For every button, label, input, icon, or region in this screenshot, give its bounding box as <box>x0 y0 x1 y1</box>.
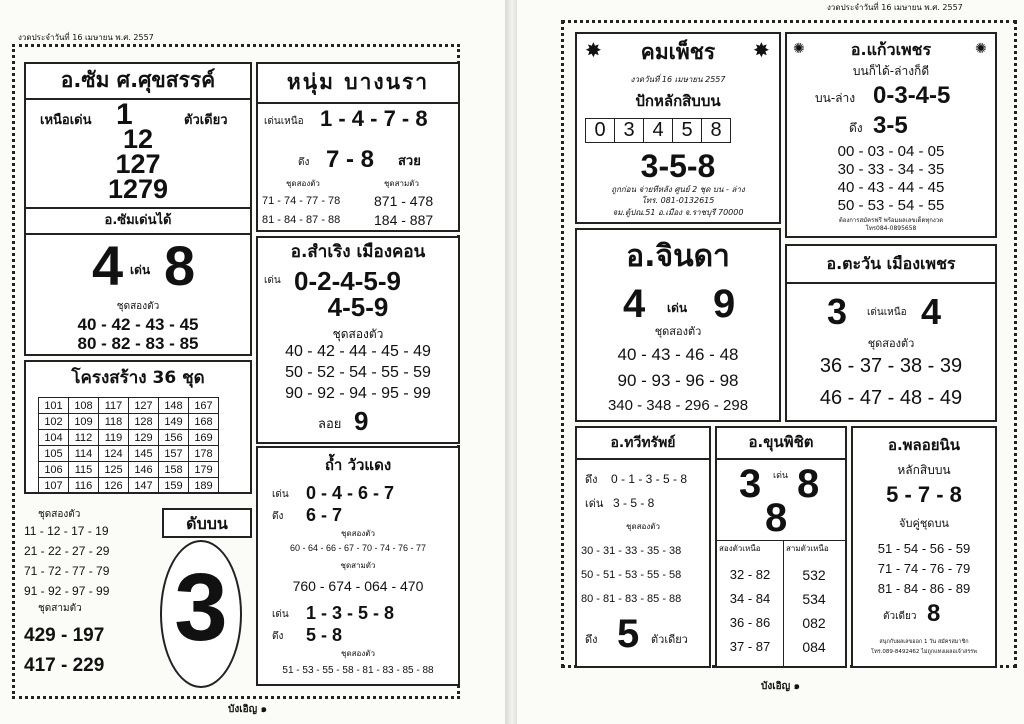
panel-title: อ.พลอยนิน <box>887 436 961 454</box>
note: ถูกก่อน จ่ายทีหลัง ศูนย์ 2 ชุด บน - ล่าง <box>611 185 745 194</box>
phone: โทร. 081-0132615 <box>641 196 715 205</box>
pair-row: 00 - 03 - 04 - 05 <box>837 143 945 160</box>
structure-row <box>39 478 219 494</box>
structure-cell: 157 <box>159 446 189 462</box>
structure-panel <box>24 360 252 494</box>
structure-cell: 168 <box>189 414 219 430</box>
structure-cell: 169 <box>189 430 219 446</box>
structure-cell: 167 <box>189 398 219 414</box>
ding-numbers: 5 - 8 <box>306 625 343 645</box>
phone: โทร084-0895658 <box>865 225 917 232</box>
ding-numbers: 7 - 8 <box>326 146 375 173</box>
two-label: ชุดสองตัว <box>341 529 375 538</box>
pair-label: ชุดสองตัว <box>116 301 160 312</box>
den-label: เด่น <box>130 263 151 277</box>
col-row: 34 - 84 <box>729 591 771 606</box>
sub-title: อ.ซัมเด่นได้ <box>104 213 172 228</box>
col-row: 32 - 82 <box>729 567 771 582</box>
structure-cell: 109 <box>69 414 99 430</box>
pair-row: 40 - 42 - 44 - 45 - 49 <box>285 343 431 360</box>
structure-cell: 129 <box>129 430 159 446</box>
structure-cell: 178 <box>189 446 219 462</box>
north-label: เด่นเหนือ <box>264 116 304 127</box>
left-page <box>0 0 507 724</box>
structure-cell: 147 <box>129 478 159 494</box>
three-row: 429 - 197 <box>24 625 105 646</box>
ding-label: ดึง <box>849 121 863 135</box>
ding-numbers: 6 - 7 <box>306 505 343 525</box>
som-panel <box>24 62 252 356</box>
two-label: ชุดสองตัว <box>38 509 81 520</box>
den-label: เด่น <box>773 471 789 481</box>
structure-row <box>39 398 219 414</box>
sub-title: บนก็ได้-ล่างก็ดี <box>852 64 930 78</box>
structure-cell: 158 <box>159 462 189 478</box>
noom-panel <box>256 62 460 232</box>
structure-cell: 104 <box>39 430 69 446</box>
single-number: 8 <box>927 600 941 627</box>
den-numbers: 0 - 4 - 6 - 7 <box>306 483 395 503</box>
digit-table <box>585 118 731 143</box>
north-label: เหนือเด่น <box>40 113 92 128</box>
den-label: เด่น <box>585 497 604 510</box>
two-label: ชุดสองตัว <box>286 179 320 188</box>
ding-numbers: 0 - 1 - 3 - 5 - 8 <box>611 472 688 486</box>
sun-icon: ✺ <box>793 41 805 57</box>
structure-cell: 156 <box>159 430 189 446</box>
three-row: 340 - 348 - 296 - 298 <box>607 397 749 414</box>
tawan-panel <box>785 244 997 422</box>
col-row: 534 <box>802 591 826 607</box>
pyramid-row: 1279 <box>107 174 169 204</box>
structure-cell: 128 <box>129 414 159 430</box>
panel-date: งวดวันที่ 16 เมษายน 2557 <box>630 75 726 84</box>
loy-number: 9 <box>354 406 369 436</box>
panel-title: อ.แก้วเพชร <box>850 40 932 59</box>
digit-cell: 4 <box>644 119 673 143</box>
panel-title: อ.ซัม ศ.ศุขสรรค์ <box>60 68 216 92</box>
structure-cell: 108 <box>69 398 99 414</box>
two-row: 91 - 92 - 97 - 99 <box>24 584 110 598</box>
page-footer: บังเอิญ ๑ <box>761 681 801 692</box>
col-row: 532 <box>802 567 826 583</box>
pair-row: 40 - 43 - 44 - 45 <box>837 179 945 196</box>
big-number: 8 <box>797 462 820 506</box>
ding-label: ดึง <box>298 157 310 168</box>
pair-row: 50 - 51 - 53 - 55 - 58 <box>581 569 682 581</box>
big-number: 8 <box>164 234 196 297</box>
structure-cell: 117 <box>99 398 129 414</box>
structure-cell: 159 <box>159 478 189 494</box>
two-row: 71 - 72 - 77 - 79 <box>24 564 110 578</box>
pair-row: 36 - 37 - 38 - 39 <box>819 355 963 377</box>
den-label: เด่น <box>272 489 289 500</box>
two-row: 71 - 74 - 77 - 78 <box>262 195 341 207</box>
pair-row: 90 - 93 - 96 - 98 <box>617 371 739 390</box>
ding-label: ดึง <box>585 633 598 646</box>
pair-row: 46 - 47 - 48 - 49 <box>819 387 963 409</box>
single-label: ตัวเดียว <box>184 113 228 128</box>
pair-row: 30 - 31 - 33 - 35 - 38 <box>581 545 682 557</box>
three-row: 760 - 674 - 064 - 470 <box>292 578 424 594</box>
three-row: 184 - 887 <box>374 212 434 228</box>
note: สนุกกับผลเลขออก 1 วัน สมัครสมาชิก <box>879 639 969 645</box>
ploy-panel <box>851 426 997 668</box>
structure-row <box>39 414 219 430</box>
big-number: 3 <box>827 291 848 332</box>
single-label: ตัวเดียว <box>651 633 688 646</box>
pair-row: 40 - 42 - 43 - 45 <box>77 315 199 334</box>
den-label: เด่น <box>264 275 281 286</box>
samreng-panel <box>256 236 460 444</box>
structure-title: โครงสร้าง 36 ชุด <box>71 368 205 388</box>
big-number: 4 <box>623 282 646 326</box>
three-row: 871 - 478 <box>374 193 434 209</box>
bl-label: บน-ล่าง <box>815 91 856 105</box>
three-label: ชุดสามตัว <box>38 603 82 614</box>
north-numbers: 1 - 4 - 7 - 8 <box>320 106 428 131</box>
structure-row <box>39 446 219 462</box>
two-row: 11 - 12 - 17 - 19 <box>24 524 109 538</box>
ding-number: 5 <box>617 612 640 656</box>
structure-cell: 118 <box>99 414 129 430</box>
pair-label: ชุดสองตัว <box>332 327 384 341</box>
dub-title: ดับบน <box>186 514 228 533</box>
sub-title: หลักสิบบน <box>897 463 951 477</box>
star-icon: ✸ <box>753 38 770 62</box>
pair-row: 40 - 43 - 46 - 48 <box>617 345 739 364</box>
dub-number: 3 <box>174 554 228 661</box>
panel-title: หนุ่ม บางนรา <box>286 70 430 94</box>
big-number: 4 <box>92 234 124 297</box>
khun-panel <box>715 426 847 668</box>
pair-row: 50 - 52 - 54 - 55 - 59 <box>285 364 431 381</box>
pair-row: 80 - 81 - 83 - 85 - 88 <box>581 593 682 605</box>
structure-cell: 126 <box>99 478 129 494</box>
den-numbers-2: 4-5-9 <box>327 292 389 322</box>
digit-row <box>586 119 731 143</box>
north-number: 1 <box>116 98 133 131</box>
sun-icon: ✺ <box>975 41 987 57</box>
panel-title: อ.ขุนพิชิต <box>748 433 814 451</box>
structure-row <box>39 430 219 446</box>
ding-numbers: 3-5 <box>873 112 908 139</box>
digit-cell: 3 <box>615 119 644 143</box>
den-label: เด่น <box>272 609 289 620</box>
pair-row: 81 - 84 - 86 - 89 <box>877 581 971 596</box>
page-date: งวดประจำวันที่ 16 เมษายน พ.ศ. 2557 <box>18 33 154 42</box>
pair-label: จับคู่ชุดบน <box>899 517 949 530</box>
two-row: 51 - 53 - 55 - 58 - 81 - 83 - 85 - 88 <box>282 665 434 676</box>
ding-label: ดึง <box>272 511 284 522</box>
panel-title: คมเพ็ชร <box>640 40 716 64</box>
structure-cell: 107 <box>39 478 69 494</box>
digit-cell: 5 <box>673 119 702 143</box>
structure-cell: 112 <box>69 430 99 446</box>
pair-label: ชุดสองตัว <box>867 337 915 350</box>
panel-title: ถ้ำ วัวแดง <box>324 456 392 474</box>
pyramid-row: 12 <box>122 124 154 154</box>
structure-cell: 127 <box>129 398 159 414</box>
big-numbers: 3-5-8 <box>640 148 716 184</box>
big-number: 8 <box>765 496 788 540</box>
pair-label: ชุดสองตัว <box>654 325 702 338</box>
structure-cell: 116 <box>69 478 99 494</box>
kaew-panel <box>785 32 997 238</box>
kom-panel <box>575 32 781 224</box>
big-number: 9 <box>713 282 736 326</box>
structure-cell: 101 <box>39 398 69 414</box>
structure-cell: 148 <box>159 398 189 414</box>
structure-cell: 119 <box>99 430 129 446</box>
structure-cell: 145 <box>129 446 159 462</box>
pair-row: 50 - 53 - 54 - 55 <box>837 197 945 214</box>
den-numbers: 0-2-4-5-9 <box>294 266 401 296</box>
structure-cell: 149 <box>159 414 189 430</box>
three-label: ชุดสามตัว <box>384 179 419 188</box>
pair-row: 71 - 74 - 76 - 79 <box>877 561 971 576</box>
col-row: 37 - 87 <box>729 639 771 654</box>
two-row: 60 - 64 - 66 - 67 - 70 - 74 - 76 - 77 <box>289 543 427 553</box>
col-row: 084 <box>802 639 826 655</box>
col-label: สองตัวเหนือ <box>719 544 761 553</box>
pair-row: 30 - 33 - 34 - 35 <box>837 161 945 178</box>
digit-cell: 8 <box>702 119 731 143</box>
phone: โทร.089-8492462 ไม่ถูกแทงเผลอเจ้าสรรพ <box>871 649 977 655</box>
structure-cell: 106 <box>39 462 69 478</box>
den-numbers: 1 - 3 - 5 - 8 <box>306 603 395 623</box>
pair-row: 80 - 82 - 83 - 85 <box>77 334 199 353</box>
structure-cell: 102 <box>39 414 69 430</box>
thawi-panel <box>575 426 711 668</box>
bl-numbers: 0-3-4-5 <box>873 82 951 109</box>
pyramid-row: 127 <box>115 149 161 179</box>
den-numbers: 3 - 5 - 8 <box>613 496 655 510</box>
dub-oval <box>160 540 242 688</box>
suay-label: สวย <box>398 154 421 169</box>
note: ต้องการสมัครฟรี พร้อมผลเลขเด็ดทุกงวด <box>838 217 944 224</box>
page-footer: บังเอิญ ๑ <box>228 704 268 715</box>
den-north-label: เด่นเหนือ <box>867 307 907 318</box>
structure-cell: 189 <box>189 478 219 494</box>
page-date: งวดประจำวันที่ 16 เมษายน พ.ศ. 2557 <box>827 3 963 12</box>
star-icon: ✸ <box>585 38 602 62</box>
digit-cell: 0 <box>586 119 615 143</box>
structure-cell: 105 <box>39 446 69 462</box>
structure-cell: 179 <box>189 462 219 478</box>
two-row: 81 - 84 - 87 - 88 <box>262 214 341 226</box>
den-label: เด่น <box>667 301 688 315</box>
address: จม.ตู้ปณ.51 อ.เมือง จ.ราชบุรี 70000 <box>612 208 744 217</box>
dub-title-box <box>162 508 252 538</box>
structure-cell: 115 <box>69 462 99 478</box>
col-row: 36 - 86 <box>729 615 771 630</box>
structure-cell: 146 <box>129 462 159 478</box>
panel-title: อ.สำเริง เมืองคอน <box>290 242 426 262</box>
pair-row: 51 - 54 - 56 - 59 <box>877 541 971 556</box>
col-row: 082 <box>802 615 826 631</box>
three-label: ชุดสามตัว <box>340 561 376 570</box>
panel-title: อ.ตะวัน เมืองเพชร <box>826 254 956 273</box>
big-number: 4 <box>921 291 942 332</box>
structure-table <box>38 397 219 494</box>
structure-cell: 114 <box>69 446 99 462</box>
sub-title: ปักหลักสิบบน <box>635 92 721 110</box>
loy-label: ลอย <box>318 417 342 432</box>
structure-row <box>39 462 219 478</box>
three-row: 417 - 229 <box>24 655 105 676</box>
ding-label: ดึง <box>272 631 284 642</box>
panel-title: อ.จินดา <box>626 239 730 274</box>
pair-label: ชุดสองตัว <box>626 522 660 531</box>
two-row: 21 - 22 - 27 - 29 <box>24 544 110 558</box>
panel-title: อ.ทวีทรัพย์ <box>610 435 676 451</box>
tham-panel <box>256 446 460 686</box>
pair-row: 90 - 92 - 94 - 95 - 99 <box>285 385 431 402</box>
two-label: ชุดสองตัว <box>341 649 375 658</box>
single-label: ตัวเดียว <box>883 611 917 622</box>
big-numbers: 5 - 7 - 8 <box>886 482 962 507</box>
right-page <box>517 0 1024 724</box>
structure-cell: 125 <box>99 462 129 478</box>
col-label: สามตัวเหนือ <box>786 544 829 553</box>
ding-label: ดึง <box>585 473 598 486</box>
big-number: 3 <box>739 462 762 506</box>
structure-cell: 124 <box>99 446 129 462</box>
jinda-panel <box>575 228 781 422</box>
